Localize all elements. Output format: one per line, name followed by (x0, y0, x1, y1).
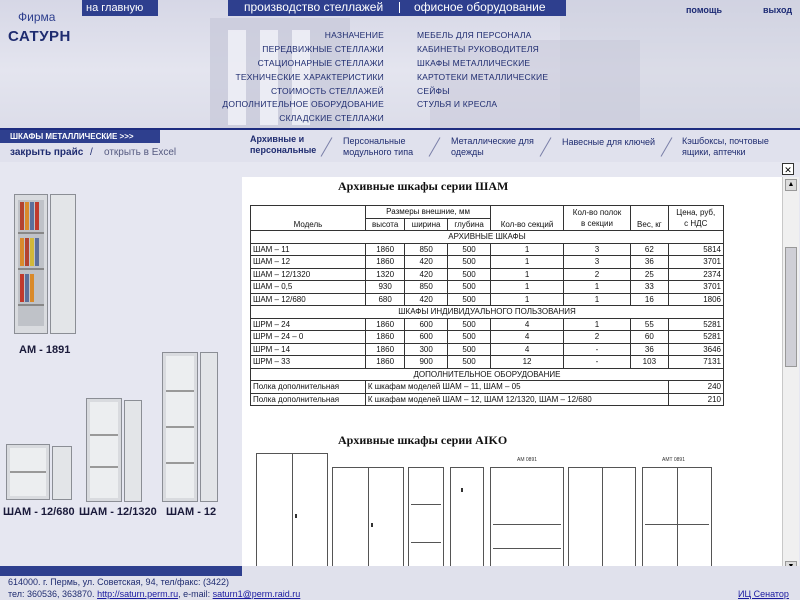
exit-link[interactable]: выход (763, 5, 793, 15)
category-modular[interactable] (343, 136, 413, 158)
menu-item[interactable]: НАЗНАЧЕНИЕ (324, 30, 384, 40)
category-label: одежды (451, 147, 484, 157)
open-excel-link[interactable]: открыть в Excel (104, 147, 177, 158)
table-cell: 1860 (365, 318, 405, 331)
table-cell: 420 (405, 268, 447, 281)
product-label: АМ - 1891 (19, 344, 71, 356)
table-cell: 1 (491, 268, 564, 281)
credit-link[interactable]: ИЦ Сенатор (738, 589, 789, 599)
product-label: ШАМ - 12 (166, 506, 217, 518)
col-header-sections: Кол-во секций (491, 206, 564, 231)
scroll-up-icon[interactable]: ▲ (785, 179, 797, 191)
table-cell: 500 (447, 281, 490, 294)
table-row (251, 256, 724, 269)
table-cell: 1 (491, 243, 564, 256)
col-header-dims: Размеры внешние, мм (365, 206, 490, 219)
product-image-am-1891[interactable] (14, 194, 76, 334)
close-price-link[interactable]: закрыть прайс (10, 147, 84, 158)
table-cell: ШАМ – 12 (251, 256, 366, 269)
table-cell: 1 (491, 293, 564, 306)
table-cell: 500 (447, 268, 490, 281)
table-cell: 1860 (365, 331, 405, 344)
category-label: Архивные и (250, 134, 305, 144)
menu-item[interactable]: ПЕРЕДВИЖНЫЕ СТЕЛЛАЖИ (262, 43, 384, 54)
table-cell: 1 (563, 281, 630, 294)
table-cell: 300 (405, 343, 447, 356)
table-cell: 36 (631, 256, 668, 269)
price-document (242, 177, 782, 577)
table-cell: 1860 (365, 243, 405, 256)
table-row (251, 243, 724, 256)
table-cell: - (563, 356, 630, 369)
header-line: Цена, руб, (676, 208, 716, 217)
table-cell: 1806 (668, 293, 723, 306)
category-archive[interactable] (250, 134, 316, 156)
product-label: ШАМ - 12/680 (3, 506, 75, 518)
product-label: ШАМ - 12/1320 (79, 506, 157, 518)
col-header-price (668, 206, 723, 231)
table-row (251, 381, 724, 394)
table-cell: 1 (563, 318, 630, 331)
col-header-model: Модель (251, 206, 366, 231)
col-header-shelves (563, 206, 630, 231)
table-cell: 5281 (668, 331, 723, 344)
divider (429, 137, 441, 157)
divider (661, 137, 673, 157)
table-cell: 500 (447, 293, 490, 306)
footer-contacts (8, 589, 300, 599)
table-cell: ШАМ – 12/680 (251, 293, 366, 306)
category-label: Персональные (343, 136, 406, 146)
tab-production[interactable]: производство стеллажей (244, 0, 384, 14)
aiko-drawing (490, 467, 564, 577)
category-label: ящики, аптечки (682, 147, 746, 157)
table-cell: 3 (563, 256, 630, 269)
menu-item[interactable]: СТУЛЬЯ И КРЕСЛА (417, 99, 498, 110)
separator: / (90, 147, 93, 158)
help-link[interactable]: помощь (686, 5, 722, 15)
site-link[interactable]: http://saturn.perm.ru (97, 589, 179, 599)
menu-item[interactable]: КАРТОТЕКИ МЕТАЛЛИЧЕСКИЕ (417, 71, 549, 82)
table-cell: 60 (631, 331, 668, 344)
menu-item[interactable]: КАБИНЕТЫ РУКОВОДИТЕЛЯ (417, 43, 540, 54)
doc-title-sham: Архивные шкафы серии ШАМ (338, 179, 509, 193)
menu-item[interactable]: ТЕХНИЧЕСКИЕ ХАРАКТЕРИСТИКИ (235, 71, 384, 82)
table-cell: 25 (631, 268, 668, 281)
table-cell: 500 (447, 243, 490, 256)
table-cell: 5281 (668, 318, 723, 331)
backdrop-building (560, 0, 800, 128)
drawing-label: AMT 0891 (662, 457, 685, 463)
table-cell: 36 (631, 343, 668, 356)
aiko-drawing (450, 467, 484, 577)
table-row (251, 268, 724, 281)
menu-item[interactable]: СЕЙФЫ (417, 85, 450, 96)
table-cell: 55 (631, 318, 668, 331)
header-line: Кол-во полок (572, 208, 622, 217)
category-keys[interactable] (562, 137, 655, 148)
table-cell: ШРМ – 24 (251, 318, 366, 331)
table-row (251, 281, 724, 294)
category-label: персональные (250, 145, 317, 155)
email-link[interactable]: saturn1@perm.raid.ru (212, 589, 301, 599)
table-cell: 2 (563, 331, 630, 344)
table-section-header: ШКАФЫ ИНДИВИДУАЛЬНОГО ПОЛЬЗОВАНИЯ (251, 306, 724, 319)
table-cell: - (563, 343, 630, 356)
table-cell: 1860 (365, 343, 405, 356)
doc-scrollbar[interactable] (782, 177, 799, 577)
table-cell: 3701 (668, 256, 723, 269)
table-cell: 4 (491, 318, 564, 331)
table-cell: 1 (491, 281, 564, 294)
aiko-drawing (408, 467, 444, 577)
table-cell: ШРМ – 14 (251, 343, 366, 356)
table-cell: 210 (668, 393, 723, 406)
product-image-sham-12-1320[interactable] (86, 398, 142, 502)
col-header-width: ширина (405, 218, 447, 231)
table-cell: 240 (668, 381, 723, 394)
menu-item[interactable]: СТАЦИОНАРНЫЕ СТЕЛЛАЖИ (257, 57, 384, 68)
table-cell: 500 (447, 356, 490, 369)
table-cell: 12 (491, 356, 564, 369)
category-label: модульного типа (343, 147, 414, 157)
table-cell: ШРМ – 33 (251, 356, 366, 369)
category-clothing[interactable] (451, 136, 534, 158)
table-cell: 1860 (365, 356, 405, 369)
category-bar (0, 128, 800, 162)
table-cell: 2 (563, 268, 630, 281)
table-cell: К шкафам моделей ШАМ – 11, ШАМ – 05 (365, 381, 668, 394)
table-cell: 500 (447, 331, 490, 344)
table-section-header: АРХИВНЫЕ ШКАФЫ (251, 231, 724, 244)
col-header-depth: глубина (447, 218, 490, 231)
aiko-drawing (642, 467, 712, 577)
section-title: ШКАФЫ МЕТАЛЛИЧЕСКИЕ >>> (10, 132, 134, 141)
table-cell: Полка дополнительная (251, 381, 366, 394)
scroll-thumb[interactable] (785, 247, 797, 367)
table-section-header: ДОПОЛНИТЕЛЬНОЕ ОБОРУДОВАНИЕ (251, 368, 724, 381)
table-cell: 1 (563, 293, 630, 306)
tab-office[interactable]: офисное оборудование (414, 0, 546, 14)
aiko-drawing (568, 467, 636, 577)
table-cell: 900 (405, 356, 447, 369)
table-row (251, 343, 724, 356)
drawing-label: AM 0891 (517, 457, 538, 463)
menu-item[interactable]: СТОИМОСТЬ СТЕЛЛАЖЕЙ (270, 85, 384, 96)
table-cell: 850 (405, 243, 447, 256)
divider (540, 137, 552, 157)
table-cell: 600 (405, 331, 447, 344)
doc-title-aiko: Архивные шкафы серии AIKO (338, 433, 508, 447)
table-cell: 500 (447, 343, 490, 356)
table-cell: 103 (631, 356, 668, 369)
table-cell: 3 (563, 243, 630, 256)
brand-name: САТУРН (8, 28, 71, 45)
footer (0, 566, 800, 600)
table-cell: ШАМ – 11 (251, 243, 366, 256)
table-cell: 500 (447, 318, 490, 331)
category-label: Кэшбоксы, почтовые (682, 136, 769, 146)
table-cell: 2374 (668, 268, 723, 281)
menu-item[interactable]: ШКАФЫ МЕТАЛЛИЧЕСКИЕ (417, 57, 531, 68)
table-cell: 4 (491, 331, 564, 344)
table-cell: 850 (405, 281, 447, 294)
menu-right (417, 29, 587, 112)
aiko-drawing (332, 467, 404, 577)
close-icon[interactable]: ✕ (782, 163, 794, 175)
table-cell: К шкафам моделей ШАМ – 12, ШАМ 12/1320, ШАМ – 12/680 (365, 393, 668, 406)
table-row (251, 331, 724, 344)
table-cell: 1860 (365, 256, 405, 269)
table-cell: 680 (365, 293, 405, 306)
footer-address: 614000. г. Пермь, ул. Советская, 94, тел/факс: (3422) (8, 577, 230, 587)
home-link[interactable]: на главную (86, 2, 144, 14)
table-row (251, 318, 724, 331)
table-cell: 4 (491, 343, 564, 356)
table-cell: 5814 (668, 243, 723, 256)
menu-item[interactable]: МЕБЕЛЬ ДЛЯ ПЕРСОНАЛА (417, 30, 532, 40)
footer-phones: тел: 360536, 363870. (8, 589, 95, 599)
product-image-sham-12-680[interactable] (6, 444, 72, 502)
table-cell: 1320 (365, 268, 405, 281)
table-cell: 3646 (668, 343, 723, 356)
divider (321, 137, 333, 157)
table-cell: ШАМ – 0,5 (251, 281, 366, 294)
category-label: Навесные для ключей (562, 137, 656, 147)
tab-divider (399, 2, 400, 13)
col-header-height: высота (365, 218, 405, 231)
aiko-drawing (256, 453, 328, 577)
menu-item[interactable]: СКЛАДСКИЕ СТЕЛЛАЖИ (279, 113, 384, 124)
table-cell: 420 (405, 293, 447, 306)
category-cashboxes[interactable] (682, 136, 769, 158)
table-cell: ШРМ – 24 – 0 (251, 331, 366, 344)
header (0, 0, 800, 128)
table-cell: 7131 (668, 356, 723, 369)
col-header-weight: Вес, кг (631, 206, 668, 231)
table-cell: 500 (447, 256, 490, 269)
table-cell: 33 (631, 281, 668, 294)
email-label: , e-mail: (178, 589, 211, 599)
menu-left (200, 29, 384, 126)
menu-item[interactable]: ДОПОЛНИТЕЛЬНОЕ ОБОРУДОВАНИЕ (222, 99, 384, 110)
header-line: в секции (581, 219, 613, 228)
header-line: с НДС (684, 219, 708, 228)
table-cell: Полка дополнительная (251, 393, 366, 406)
product-image-sham-12[interactable] (162, 352, 218, 502)
price-table (250, 205, 724, 406)
table-cell: ШАМ – 12/1320 (251, 268, 366, 281)
table-cell: 420 (405, 256, 447, 269)
table-row (251, 393, 724, 406)
brand-small: Фирма (18, 10, 56, 24)
table-cell: 16 (631, 293, 668, 306)
table-cell: 600 (405, 318, 447, 331)
table-cell: 930 (365, 281, 405, 294)
category-label: Металлические для (451, 136, 534, 146)
table-row (251, 356, 724, 369)
table-cell: 1 (491, 256, 564, 269)
table-row (251, 293, 724, 306)
table-cell: 62 (631, 243, 668, 256)
table-cell: 3701 (668, 281, 723, 294)
